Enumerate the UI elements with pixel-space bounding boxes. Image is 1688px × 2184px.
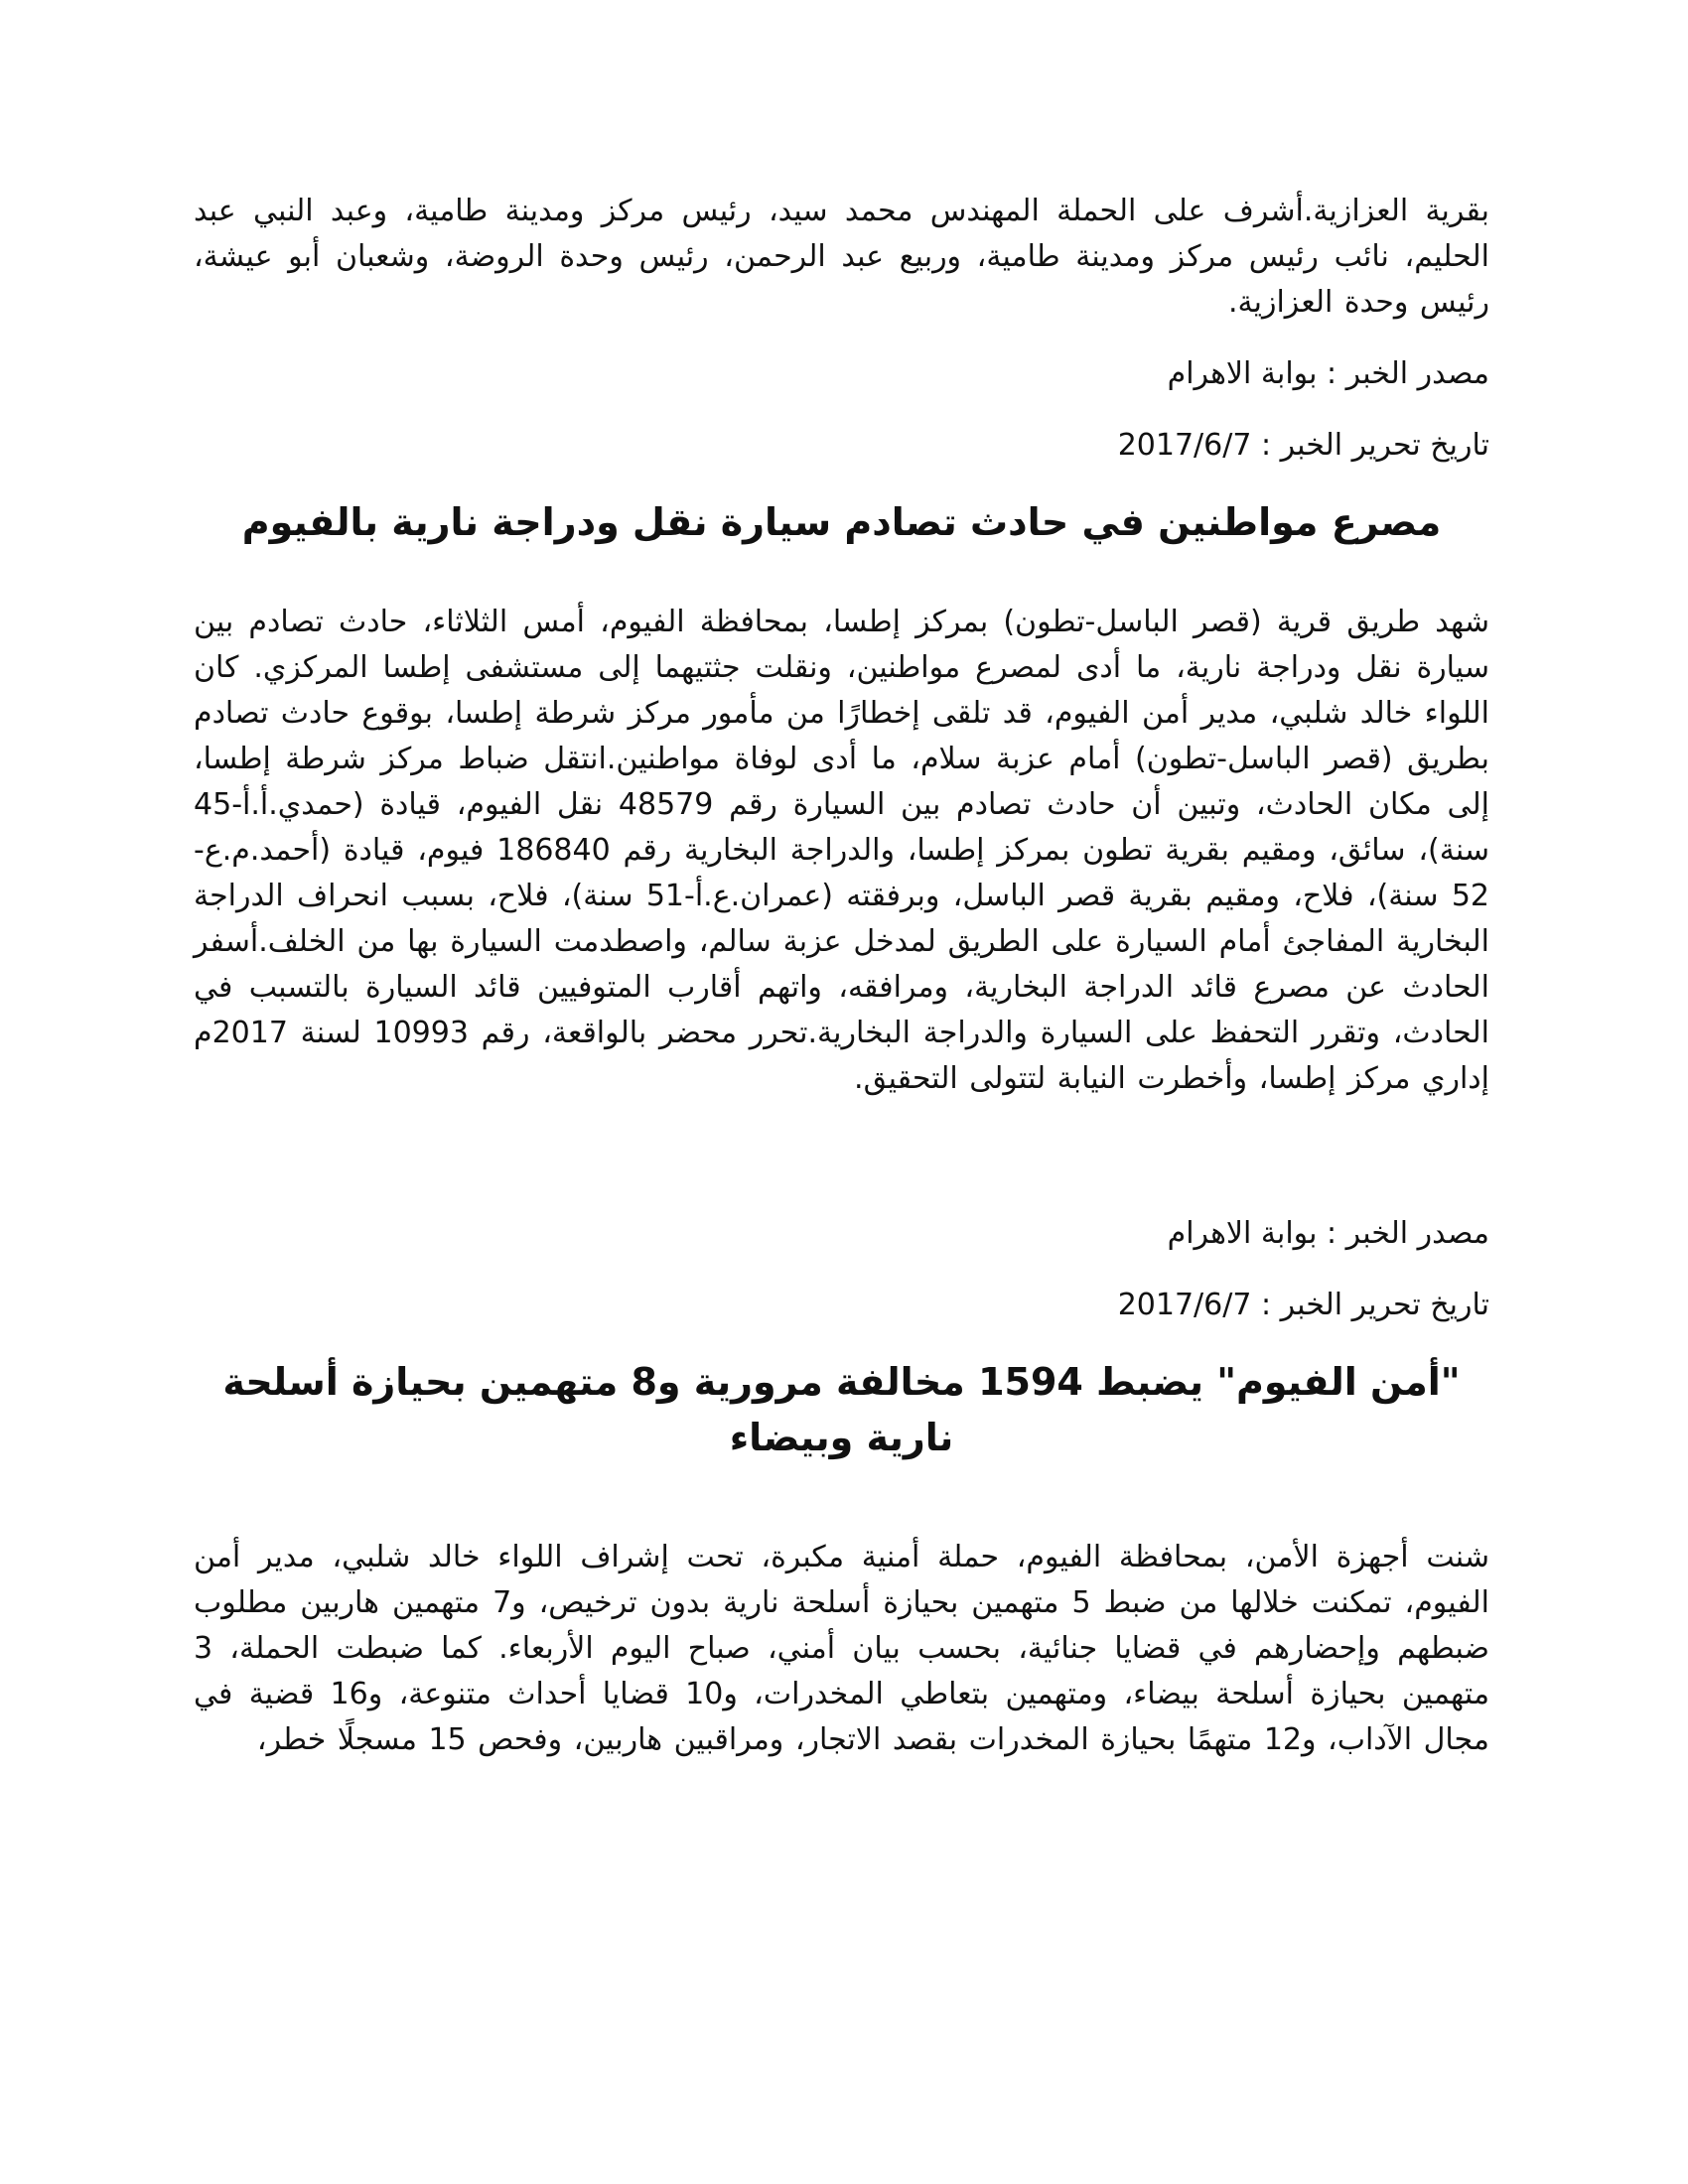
news-source: مصدر الخبر : بوابة الاهرام [1167,1216,1489,1251]
news-date: تاريخ تحرير الخبر : 2017/6/7 [1117,1288,1489,1322]
article-body: شهد طريق قرية (قصر الباسل-تطون) بمركز إطسا، بمحافظة الفيوم، أمس الثلاثاء، حادث تصادم بين سيارة نقل ودراجة نارية، ما أدى لمصرع مواطنين، ونقلت جثتيهما إلى مستشفى إطسا المركزي. كان اللواء خالد شلبي، مدير أمن الفيوم، قد تلقى إخطارًا من مأمور مركز شرطة إطسا، بوقوع حادث تصادم بطريق (قصر الباسل-تطون) أمام عزبة سلام، ما أدى لوفاة مواطنين.انتقل ضباط مركز شرطة إطسا، إلى مكان الحادث، وتبين أن حادث تصادم بين السيارة رقم 48579 نقل الفيوم، قيادة (حمدي.أ.أ-45 سنة)، سائق، ومقيم بقرية تطون بمركز إطسا، والدراجة البخارية رقم 186840 فيوم، قيادة (أحمد.م.ع- 52 سنة)، فلاح، ومقيم بقرية قصر الباسل، وبرفقته (عمران.ع.أ-51 سنة)، فلاح، بسبب انحراف الدراجة البخارية المفاجئ أمام السيارة على الطريق لمدخل عزبة سالم، واصطدمت السيارة بها من الخلف.أسفر الحادث عن مصرع قائد الدراجة البخارية، ومرافقه، واتهم أقارب المتوفيين قائد السيارة بالتسبب في الحادث، وتقرر التحفظ على السيارة والدراجة البخارية.تحرر محضر بالواقعة، رقم 10993 لسنة 2017م إداري مركز إطسا، وأخطرت النيابة لتتولى التحقيق. [194,605,1490,1096]
article-title: "أمن الفيوم" يضبط 1594 مخالفة مرورية و8 متهمين بحيازة أسلحة نارية وبيضاء [222,1360,1461,1459]
document-page [194,189,1489,1763]
article-body: شنت أجهزة الأمن، بمحافظة الفيوم، حملة أمنية مكبرة، تحت إشراف اللواء خالد شلبي، مدير أمن الفيوم، تمكنت خلالها من ضبط 5 متهمين بحيازة أسلحة نارية بدون ترخيص، و7 متهمين هاربين مطلوب ضبطهم وإحضارهم في قضايا جنائية، بحسب بيان أمني، صباح اليوم الأربعاء. كما ضبطت الحملة، 3 متهمين بحيازة أسلحة بيضاء، ومتهمين بتعاطي المخدرات، و10 قضايا أحداث متنوعة، و16 قضية في مجال الآداب، و12 متهمًا بحيازة المخدرات بقصد الاتجار، ومراقبين هاربين، وفحص 15 مسجلًا خطر، [194,1540,1490,1757]
intro-paragraph: بقرية العزازية.أشرف على الحملة المهندس محمد سيد، رئيس مركز ومدينة طامية، وعبد النبي عبد الحليم، نائب رئيس مركز ومدينة طامية، وربيع عبد الرحمن، رئيس وحدة الروضة، وشعبان أبو عيشة، رئيس وحدة العزازية. [194,194,1489,320]
news-date: تاريخ تحرير الخبر : 2017/6/7 [1117,428,1489,463]
news-source: مصدر الخبر : بوابة الاهرام [1167,356,1489,391]
article-title: مصرع مواطنين في حادث تصادم سيارة نقل ودراجة نارية بالفيوم [241,500,1442,544]
